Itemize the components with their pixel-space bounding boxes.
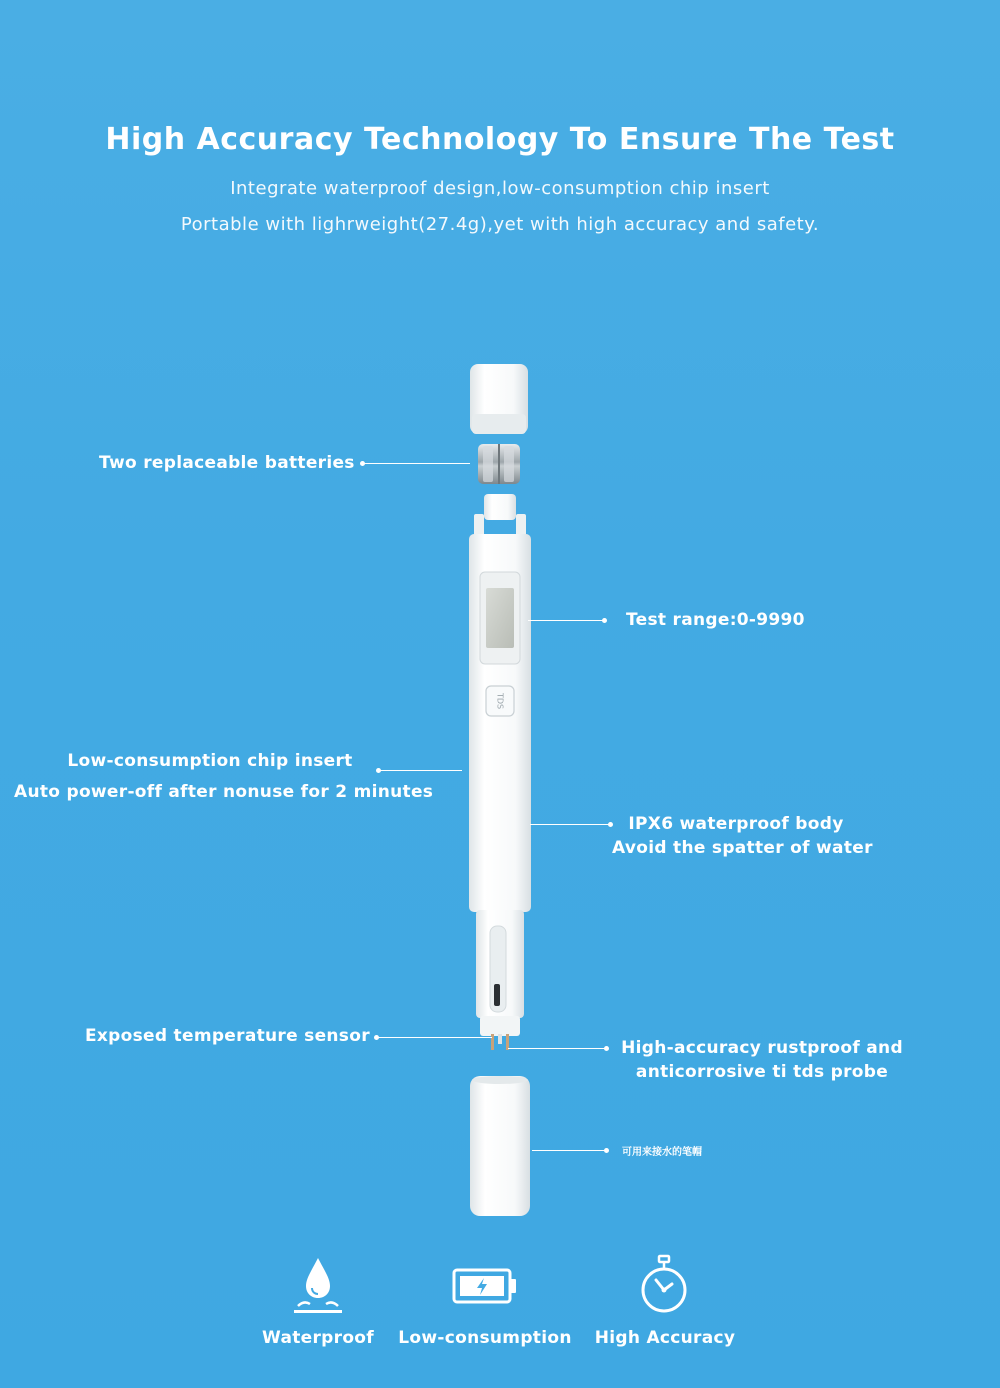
subtitle-line-2: Portable with lighrweight(27.4g),yet with high accuracy and safety. (180, 214, 820, 235)
bottom-cap (470, 1076, 530, 1216)
batteries (478, 444, 520, 484)
subtitle-line-1: Integrate waterproof design,low-consumption chip insert (230, 178, 770, 199)
callout-probe-line-1: High-accuracy rustproof and (621, 1038, 903, 1058)
callout-waterproof-line (530, 824, 612, 825)
battery-icon (452, 1266, 518, 1306)
callout-probe-line-2: anticorrosive ti tds probe (635, 1062, 889, 1082)
callout-test-range-line (528, 620, 606, 621)
callout-batteries-line (362, 463, 470, 464)
callout-waterproof-line-2: Avoid the spatter of water (612, 838, 873, 858)
top-cap (470, 364, 528, 434)
callout-chip-line (378, 770, 462, 771)
feature-label-low-consumption: Low-consumption (398, 1328, 572, 1348)
feature-label-waterproof: Waterproof (262, 1328, 374, 1348)
callout-temp-sensor-line (376, 1037, 492, 1038)
callout-temp-sensor: Exposed temperature sensor (85, 1026, 370, 1046)
callout-waterproof-line-1: IPX6 waterproof body (628, 814, 844, 834)
tds-button-label: TDS (495, 692, 505, 710)
callout-probe-line (508, 1048, 608, 1049)
callout-batteries: Two replaceable batteries (99, 453, 355, 473)
callout-test-range: Test range:0-9990 (626, 610, 805, 630)
callout-cap-line (532, 1150, 608, 1151)
callout-cap-dot (604, 1148, 609, 1153)
water-drop-icon (290, 1256, 346, 1316)
callout-probe-dot (604, 1046, 609, 1051)
callout-test-range-dot (602, 618, 607, 623)
feature-label-high-accuracy: High Accuracy (594, 1328, 736, 1348)
callout-chip-line-2: Auto power-off after nonuse for 2 minutes (14, 782, 434, 802)
callout-chip-line-1: Low-consumption chip insert (67, 751, 353, 771)
stopwatch-icon (636, 1254, 692, 1316)
probe-section (476, 910, 524, 1050)
pen-main-body (469, 534, 531, 912)
page-title: High Accuracy Technology To Ensure The Test (105, 122, 895, 157)
callout-cap: 可用来接水的笔帽 (622, 1147, 702, 1158)
